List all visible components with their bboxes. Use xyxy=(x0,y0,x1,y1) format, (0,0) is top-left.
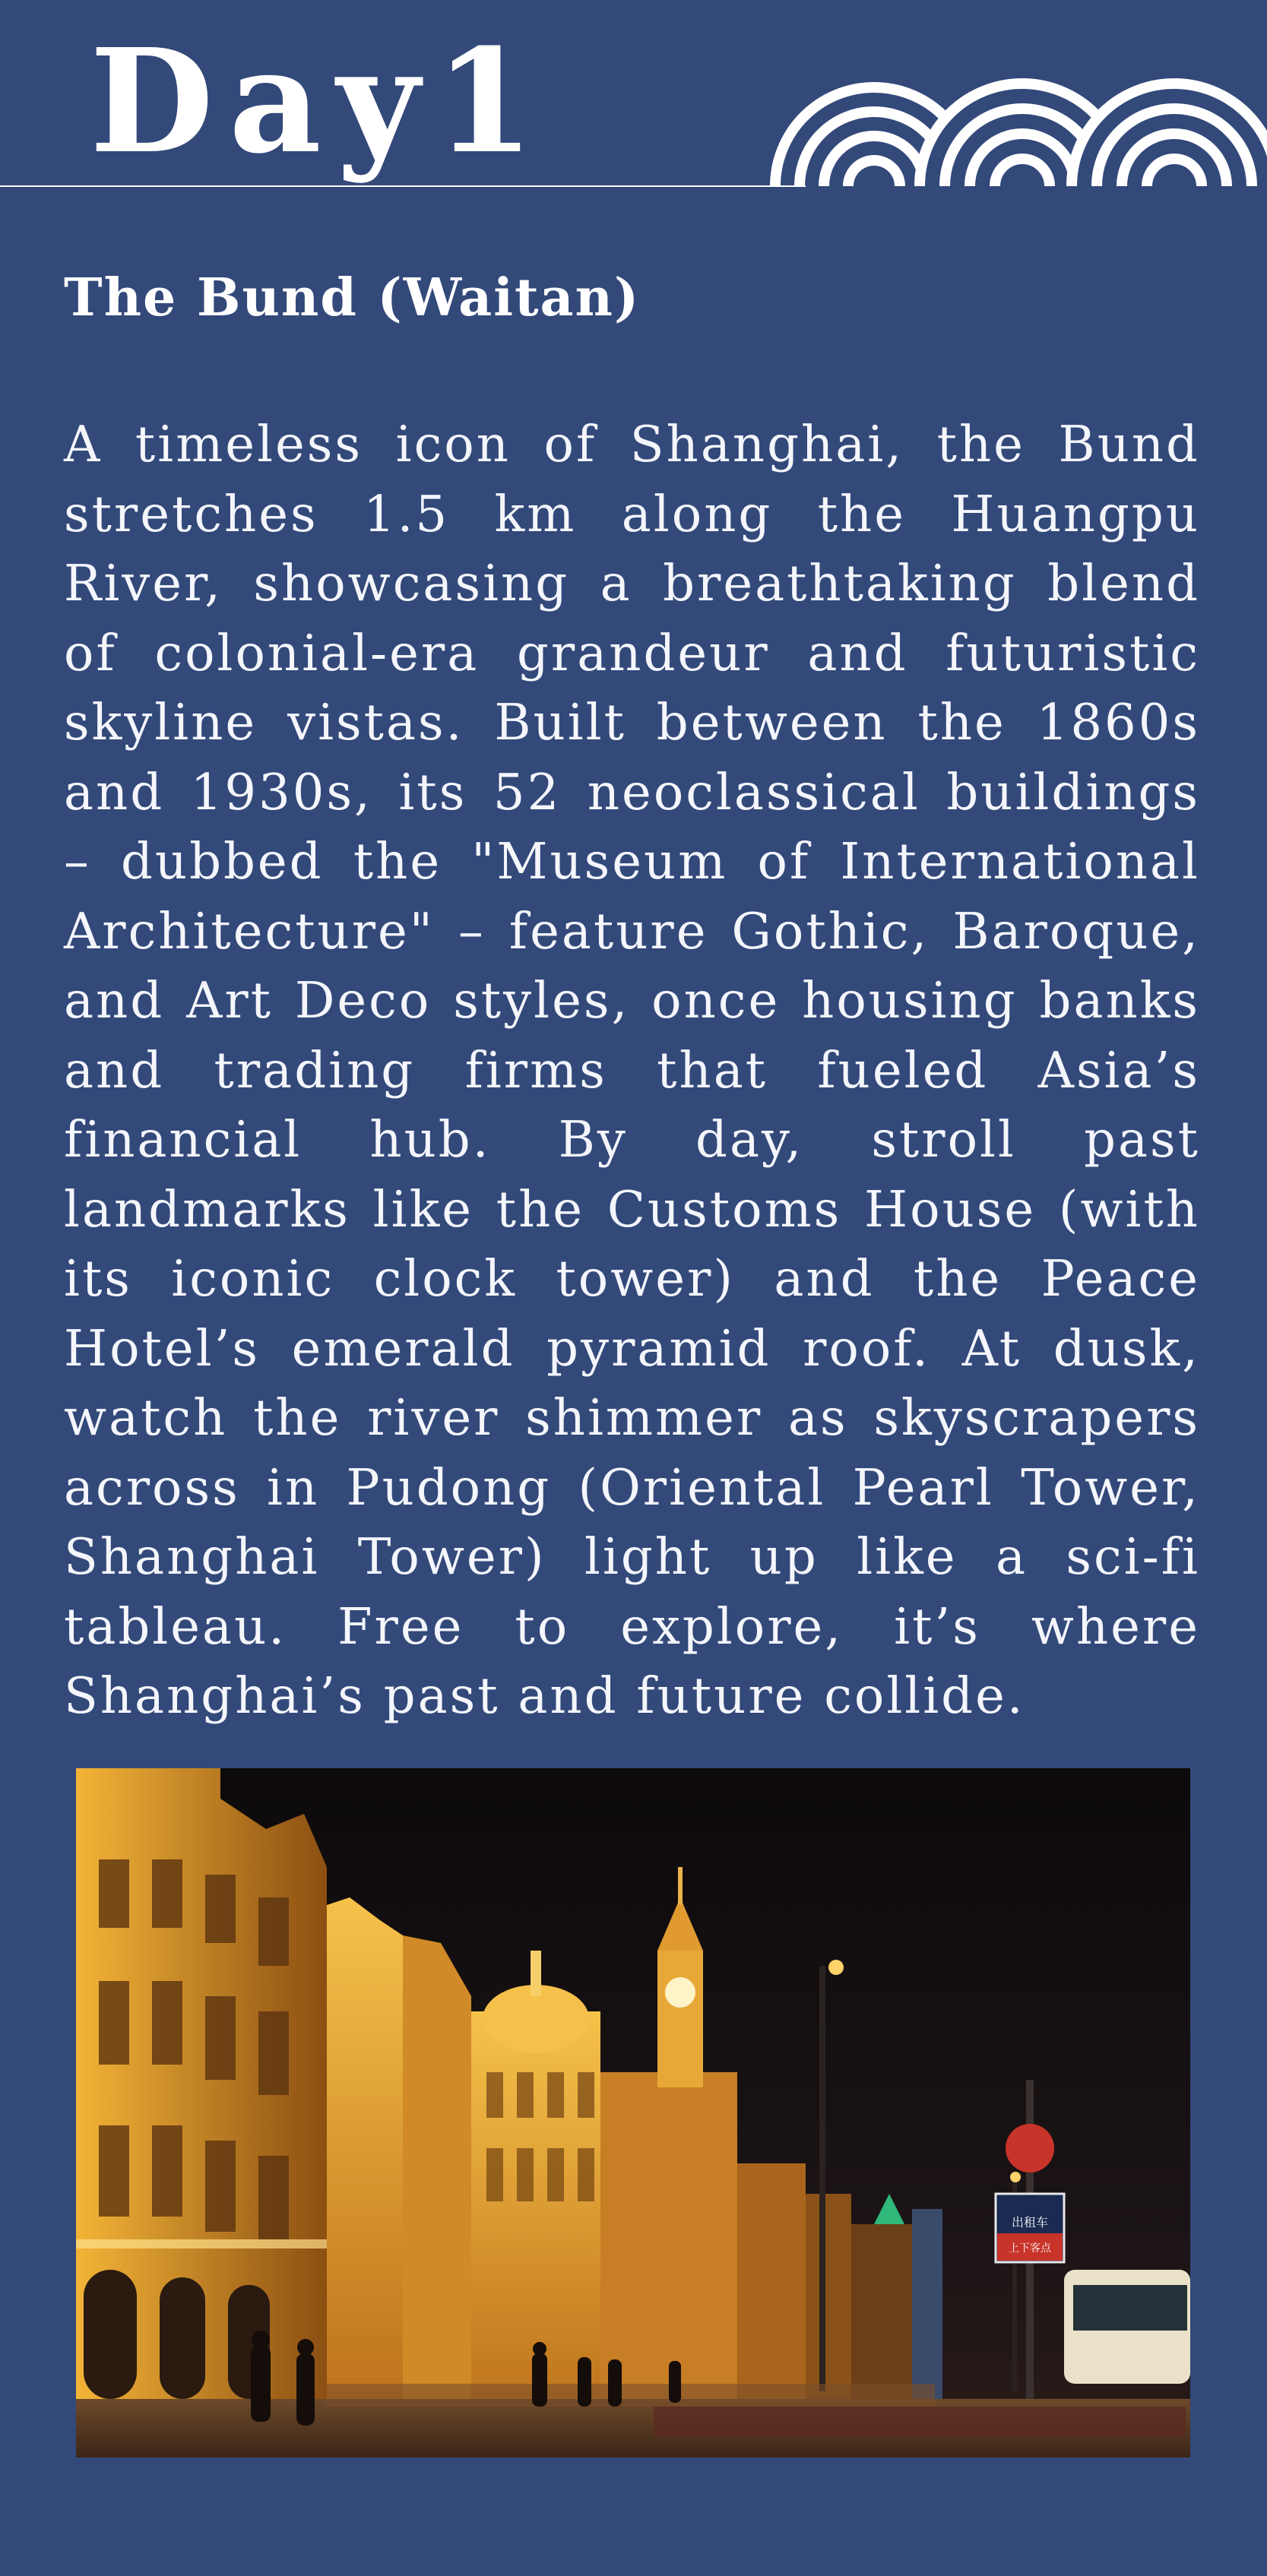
header-divider xyxy=(0,185,806,187)
section-title: The Bund (Waitan) xyxy=(64,267,641,328)
day-title: Day1 xyxy=(90,17,550,185)
bund-night-illustration xyxy=(76,1768,1190,2457)
wave-pattern-decoration xyxy=(760,30,1267,190)
page-header xyxy=(0,0,1267,190)
bund-night-photo xyxy=(76,1768,1190,2457)
taxi-sign-text-2: 上下客点 xyxy=(1009,2242,1051,2255)
section-description: A timeless icon of Shanghai, the Bund stretches 1.5 km along the Huangpu River, showcasing a breathtaking blend of colonial-era grandeur and futuristic skyline vistas. Built between the 1860s and 1930s, its 52 neoclassical buildings – dubbed the "Museum of International Architecture" – feature Gothic, Baroque, and Art Deco styles, once housing banks and trading firms that fueled Asia’s financial hub. By day, stroll past landmarks like the Customs House (with its iconic clock tower) and the Peace Hotel’s emerald pyramid roof. At dusk, watch the river shimmer as skyscrapers across in Pudong (Oriental Pearl Tower, Shanghai Tower) light up like a sci-fi tableau. Free to explore, it’s where Shanghai’s past and future collide. xyxy=(64,416,1200,1725)
taxi-sign-text-1: 出租车 xyxy=(1011,2215,1049,2229)
